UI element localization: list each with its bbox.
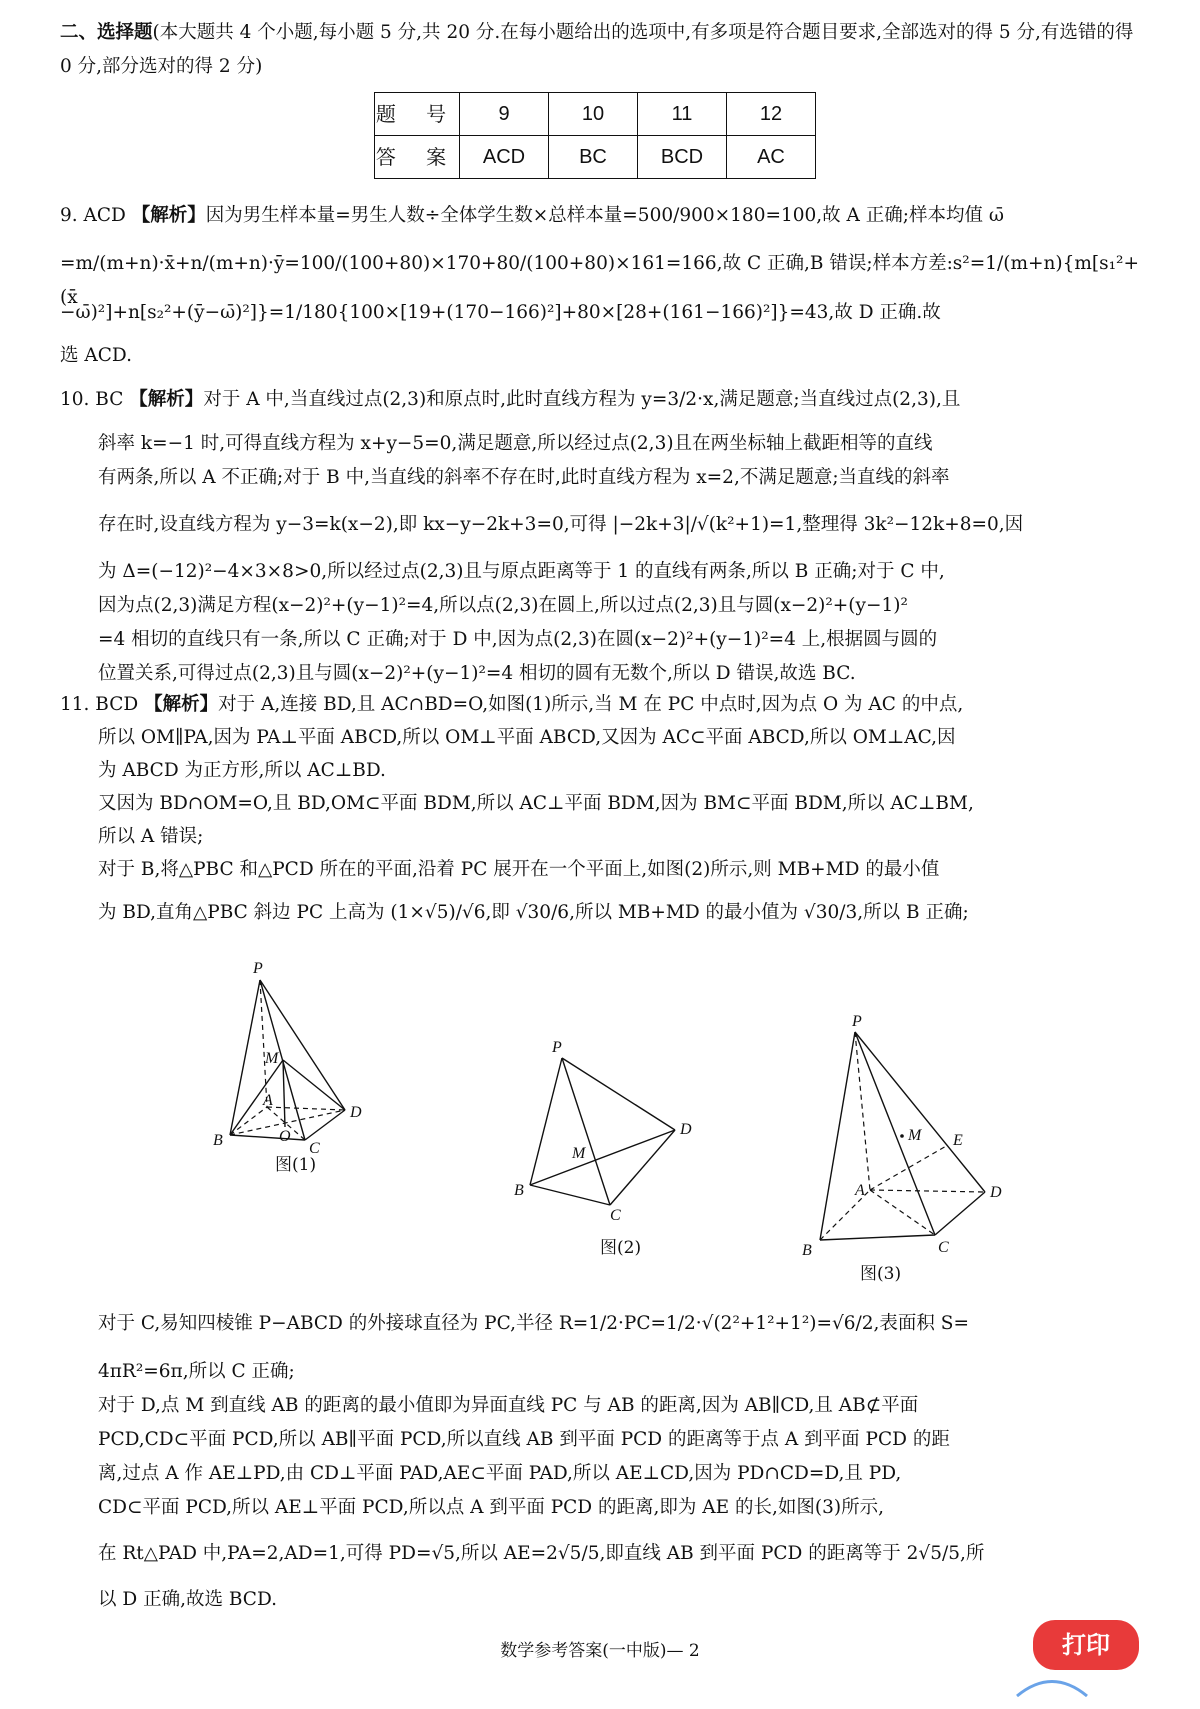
figure-1-diagram — [205, 955, 385, 1155]
q9-text: 因为男生样本量=男生人数÷全体学生数×总样本量=500/900×180=100,故 A 正确;样本均值 ω̄ — [205, 205, 1004, 226]
q11-line12: 离,过点 A 作 AE⊥PD,由 CD⊥平面 PAD,AE⊂平面 PAD,所以 AE⊥CD,因为 PD∩CD=D,且 PD, — [98, 1463, 902, 1484]
q9-line3: −ω̄)²]+n[s₂²+(ȳ−ω̄)²]}=1/180{100×[19+(170−166)²]+80×[28+(161−166)²]}=43,故 D 正确.故 — [60, 302, 941, 323]
figure-2 — [510, 1039, 692, 1258]
q9-tag: 【解析】 — [131, 205, 206, 226]
fig1-label-D: D — [350, 1104, 362, 1121]
table-row — [375, 136, 816, 179]
section-instruction: (本大题共 4 个小题,每小题 5 分,共 20 分.在每小题给出的选项中,有多项是符合题目要求,全部选对的得 5 分,有选错的得 0 分,部分选对的得 2 分) — [60, 22, 1134, 77]
q11-line5: 所以 A 错误; — [98, 826, 204, 847]
figure-3 — [800, 1010, 1000, 1282]
page-footer: 数学参考答案(一中版)— 2 — [500, 1641, 700, 1661]
q11-line9: 4πR²=6π,所以 C 正确; — [98, 1361, 295, 1382]
table-cell: 11 — [638, 93, 727, 136]
q11-line10: 对于 D,点 M 到直线 AB 的距离的最小值即为异面直线 PC 与 AB 的距离,因为 AB∥CD,且 AB⊄平面 — [98, 1395, 919, 1416]
figure-3-caption: 图(3) — [860, 1264, 902, 1284]
fig3-label-M: M — [908, 1127, 922, 1144]
q11-line3: 为 ABCD 为正方形,所以 AC⊥BD. — [98, 760, 386, 781]
figure-2-diagram — [510, 1039, 692, 1224]
table-cell: BC — [549, 136, 638, 179]
q11-label: 11. BCD — [60, 694, 139, 715]
q9-line2: =m/(m+n)·x̄+n/(m+n)·ȳ=100/(100+80)×170+80/(100+80)×161=166,故 C 正确,B 错误;样本方差:s²=1/(m+n){m[s₁²+(x̄ — [60, 253, 1139, 308]
table-cell: BCD — [638, 136, 727, 179]
q10-label: 10. BC — [60, 389, 124, 410]
q10-line5: 为 Δ=(−12)²−4×3×8>0,所以经过点(2,3)且与原点距离等于 1 的直线有两条,所以 B 正确;对于 C 中, — [98, 561, 945, 582]
q11-line6: 对于 B,将△PBC 和△PCD 所在的平面,沿着 PC 展开在一个平面上,如图(2)所示,则 MB+MD 的最小值 — [98, 859, 940, 880]
q11-line14: 在 Rt△PAD 中,PA=2,AD=1,可得 PD=√5,所以 AE=2√5/5,即直线 AB 到平面 PCD 的距离等于 2√5/5,所 — [98, 1543, 985, 1564]
q11-line15: 以 D 正确,故选 BCD. — [98, 1589, 278, 1610]
fig1-label-P: P — [253, 960, 263, 977]
q10-line8: 位置关系,可得过点(2,3)且与圆(x−2)²+(y−1)²=4 相切的圆有无数个,所以 D 错误,故选 BC. — [98, 663, 856, 684]
q11-line8: 对于 C,易知四棱锥 P−ABCD 的外接球直径为 PC,半径 R=1/2·PC=1/2·√(2²+1²+1²)=√6/2,表面积 S= — [98, 1313, 969, 1334]
fig1-label-O: O — [279, 1128, 291, 1145]
table-cell: ACD — [460, 136, 549, 179]
fig2-label-C: C — [610, 1207, 621, 1224]
fig1-label-A: A — [263, 1092, 273, 1109]
fig1-label-C: C — [309, 1140, 320, 1157]
q10-line7: =4 相切的直线只有一条,所以 C 正确;对于 D 中,因为点(2,3)在圆(x−2)²+(y−1)²=4 上,根据圆与圆的 — [98, 629, 938, 650]
fig3-label-D: D — [990, 1184, 1002, 1201]
q10-line3: 有两条,所以 A 不正确;对于 B 中,当直线的斜率不存在时,此时直线方程为 x=2,不满足题意;当直线的斜率 — [98, 467, 950, 488]
fig3-label-E: E — [953, 1132, 963, 1149]
table-row — [375, 93, 816, 136]
q11-line11: PCD,CD⊂平面 PCD,所以 AB∥平面 PCD,所以直线 AB 到平面 PCD 的距离等于点 A 到平面 PCD 的距 — [98, 1429, 950, 1450]
q10-text: 对于 A 中,当直线过点(2,3)和原点时,此时直线方程为 y=3/2·x,满足题意;当直线过点(2,3),且 — [203, 389, 961, 410]
scroll-ring-icon — [1012, 1672, 1092, 1709]
figure-3-diagram — [800, 1010, 1000, 1270]
fig2-label-D: D — [680, 1121, 692, 1138]
table-cell: 10 — [549, 93, 638, 136]
table-header-number: 题 号 — [375, 93, 460, 136]
figure-1 — [205, 955, 385, 1175]
figure-1-caption: 图(1) — [275, 1155, 317, 1175]
q9-line1 — [60, 199, 1140, 233]
q11-line2: 所以 OM∥PA,因为 PA⊥平面 ABCD,所以 OM⊥平面 ABCD,又因为 AC⊂平面 ABCD,所以 OM⊥AC,因 — [98, 727, 956, 748]
q11-line13: CD⊂平面 PCD,所以 AE⊥平面 PCD,所以点 A 到平面 PCD 的距离,即为 AE 的长,如图(3)所示, — [98, 1497, 884, 1518]
section-heading-block — [60, 16, 1140, 84]
table-cell: 9 — [460, 93, 549, 136]
q9-line4: 选 ACD. — [60, 345, 132, 366]
fig2-label-B: B — [514, 1182, 524, 1199]
q11-line4: 又因为 BD∩OM=O,且 BD,OM⊂平面 BDM,所以 AC⊥平面 BDM,因为 BM⊂平面 BDM,所以 AC⊥BM, — [98, 793, 974, 814]
q10-line6: 因为点(2,3)满足方程(x−2)²+(y−1)²=4,所以点(2,3)在圆上,所以过点(2,3)且与圆(x−2)²+(y−1)² — [98, 595, 908, 616]
q11-text: 对于 A,连接 BD,且 AC∩BD=O,如图(1)所示,当 M 在 PC 中点时,因为点 O 为 AC 的中点, — [218, 694, 964, 715]
table-header-answer: 答 案 — [375, 136, 460, 179]
table-cell: 12 — [727, 93, 816, 136]
fig1-label-B: B — [213, 1132, 223, 1149]
section-heading: 二、选择题 — [60, 22, 153, 43]
fig1-label-M: M — [265, 1050, 279, 1067]
q10-line2: 斜率 k=−1 时,可得直线方程为 x+y−5=0,满足题意,所以经过点(2,3)且在两坐标轴上截距相等的直线 — [98, 433, 933, 454]
q11-line7: 为 BD,直角△PBC 斜边 PC 上高为 (1×√5)/√6,即 √30/6,所以 MB+MD 的最小值为 √30/3,所以 B 正确; — [98, 902, 969, 923]
fig2-label-M: M — [572, 1145, 586, 1162]
q11-line1 — [60, 688, 1140, 722]
fig2-label-P: P — [552, 1039, 562, 1056]
q10-tag: 【解析】 — [129, 389, 204, 410]
q10-line1 — [60, 383, 1140, 417]
fig3-label-A: A — [855, 1182, 865, 1199]
q9-label: 9. ACD — [60, 205, 126, 226]
table-cell: AC — [727, 136, 816, 179]
q11-tag: 【解析】 — [144, 694, 219, 715]
figure-2-caption: 图(2) — [600, 1238, 642, 1258]
fig3-label-B: B — [802, 1242, 812, 1259]
fig3-label-C: C — [938, 1239, 949, 1256]
fig3-label-P: P — [852, 1013, 862, 1030]
print-button[interactable]: 打印 — [1033, 1620, 1139, 1670]
answer-table — [374, 92, 816, 179]
q10-line4: 存在时,设直线方程为 y−3=k(x−2),即 kx−y−2k+3=0,可得 |−2k+3|/√(k²+1)=1,整理得 3k²−12k+8=0,因 — [98, 514, 1024, 535]
